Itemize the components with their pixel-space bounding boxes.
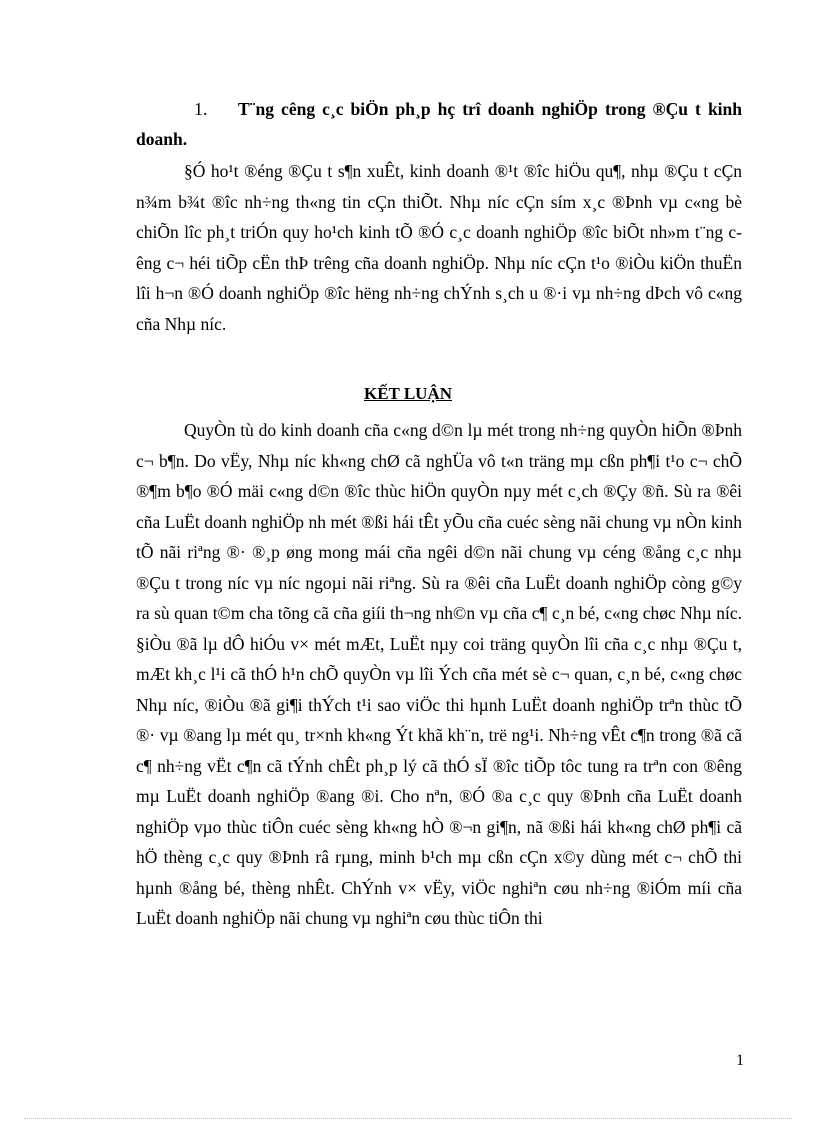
paragraph-support-measures — [136, 156, 742, 339]
paragraph-conclusion — [136, 415, 742, 934]
page-bottom-divider — [24, 1118, 792, 1119]
conclusion-title: KẾT LUẬN — [363, 384, 452, 403]
section-heading — [136, 94, 742, 154]
heading-number: 1. — [194, 99, 208, 119]
heading-text: T¨ng cêng c¸c biÖn ph¸p hç trî doanh nghiÖp trong ®Çu t kinh doanh. — [136, 99, 742, 149]
page-number: 1 — [736, 1052, 744, 1069]
paragraph-text: §Ó ho¹t ®éng ®Çu t s¶n xuÊt, kinh doanh ®¹t ®îc hiÖu qu¶, nhµ ®Çu t cÇn n¾m b¾t ®îc nh÷ng th«ng tin cÇn thiÕt. Nhµ níc cÇn sím x¸c ®Þnh vµ c«ng bè chiÕn lîc ph¸t triÓn quy ho¹ch kinh tÕ ®Ó c¸c doanh nghiÖp ®îc biÕt nh»m t¨ng cêng c¬ héi tiÕp cËn thÞ trêng cña doanh nghiÖp. Nhµ níc cÇn t¹o ®iÒu kiÖn thuËn lîi h¬n ®Ó doanh nghiÖp ®îc hëng nh÷ng chÝnh s¸ch u ®·i vµ nh÷ng dÞch vô c«ng cña Nhµ níc. — [136, 161, 742, 334]
paragraph-text: QuyÒn tù do kinh doanh cña c«ng d©n lµ mét trong nh÷ng quyÒn hiÕn ®Þnh c¬ b¶n. Do vËy, Nhµ níc kh«ng chØ cã nghÜa vô t«n träng mµ cßn ph¶i t¹o c¬ chÕ ®¶m b¶o ®Ó mäi c«ng d©n ®îc thùc hiÖn quyÒn nµy mét c¸ch ®Çy ®ñ. Sù ra ®êi cña LuËt doanh nghiÖp nh mét ®ßi hái tÊt yÕu cña cuéc sèng nãi chung vµ nÒn kinh tÕ nãi riªng ®· ®¸p øng mong mái cña ngêi d©n nãi chung vµ céng ®ång c¸c nhµ ®Çu t trong níc vµ níc ngoµi nãi riªng. Sù ra ®êi cña LuËt doanh nghiÖp còng g©y ra sù quan t©m cha tõng cã cña giíi th¬ng nh©n vµ cña c¶ c¸n bé, c«ng chøc Nhµ níc. §iÒu ®ã lµ dÔ hiÓu v× mét mÆt, LuËt nµy coi träng quyÒn lîi cña c¸c nhµ ®Çu t, mÆt kh¸c l¹i cã thÓ h¹n chÕ quyÒn vµ lîi Ých cña mét sè c¬ quan, c¸n bé, c«ng chøc Nhµ níc, ®iÒu ®ã gi¶i thÝch t¹i sao viÖc thi hµnh LuËt doanh nghiÖp trªn thùc tÕ ®· vµ ®ang lµ mét qu¸ tr×nh kh«ng Ýt khã kh¨n, trë ng¹i. Nh÷ng vÊt c¶n trong ®ã cã c¶ nh÷ng vËt c¶n cã tÝnh chÊt ph¸p lý cã thÓ sÏ ®îc tiÕp tôc tung ra trªn con ®êng mµ LuËt doanh nghiÖp ®ang ®i. Cho nªn, ®Ó ®a c¸c quy ®Þnh cña LuËt doanh nghiÖp vµo thùc tiÔn cuéc sèng kh«ng hÒ ®¬n gi¶n, nã ®ßi hái kh«ng chØ ph¶i cã hÖ thèng c¸c quy ®Þnh râ rµng, minh b¹ch mµ cßn cÇn x©y dùng mét c¬ chÕ thi hµnh ®ång bé, thèng nhÊt. ChÝnh v× vËy, viÖc nghiªn cøu nh÷ng ®iÓm míi cña LuËt doanh nghiÖp nãi chung vµ nghiªn cøu thùc tiÔn thi — [136, 420, 742, 928]
